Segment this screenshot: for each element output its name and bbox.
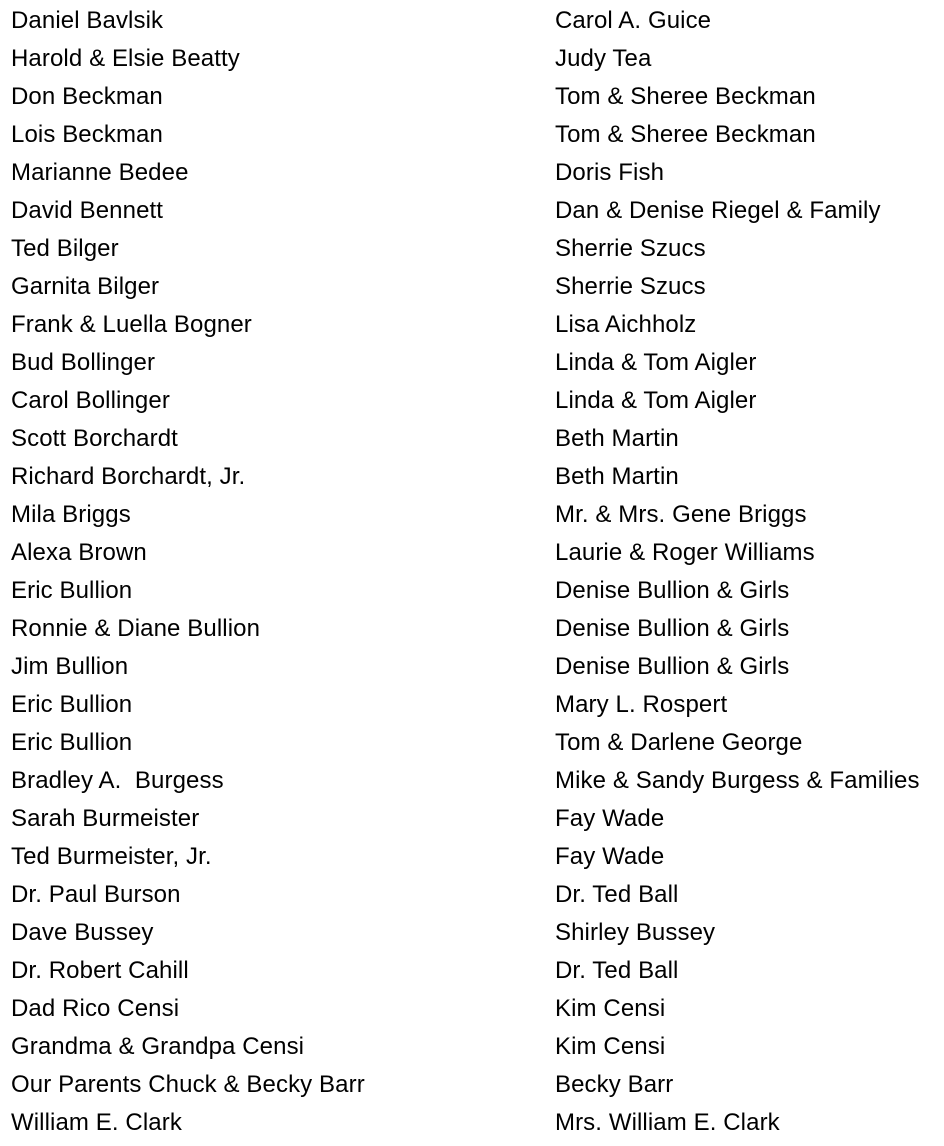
list-row [0,192,944,230]
right-name: Dr. Ted Ball [555,957,679,984]
name-list [0,2,944,1142]
right-name: Tom & Sheree Beckman [555,83,816,110]
right-name: Laurie & Roger Williams [555,539,815,566]
left-name: Eric Bullion [11,577,133,604]
left-name: Ted Burmeister, Jr. [11,843,212,870]
left-name: William E. Clark [11,1109,182,1136]
left-name: Alexa Brown [11,539,147,566]
right-name: Becky Barr [555,1071,674,1098]
right-name: Mr. & Mrs. Gene Briggs [555,501,807,528]
list-row [0,838,944,876]
left-name: Richard Borchardt, Jr. [11,463,246,490]
left-name: Dad Rico Censi [11,995,180,1022]
list-row [0,686,944,724]
list-row [0,154,944,192]
right-name: Judy Tea [555,45,652,72]
left-name: Eric Bullion [11,729,133,756]
list-row [0,2,944,40]
list-row [0,648,944,686]
list-row [0,1028,944,1066]
list-row [0,230,944,268]
left-name: Bradley A. Burgess [11,767,224,794]
list-row [0,534,944,572]
right-name: Mrs. William E. Clark [555,1109,780,1136]
list-row [0,724,944,762]
right-name: Mike & Sandy Burgess & Families [555,767,920,794]
right-name: Linda & Tom Aigler [555,349,757,376]
left-name: Harold & Elsie Beatty [11,45,240,72]
left-name: Daniel Bavlsik [11,7,164,34]
right-name: Tom & Sheree Beckman [555,121,816,148]
list-row [0,762,944,800]
right-name: Dan & Denise Riegel & Family [555,197,881,224]
left-name: Lois Beckman [11,121,163,148]
left-name: Dr. Robert Cahill [11,957,189,984]
left-name: Dave Bussey [11,919,154,946]
list-row [0,496,944,534]
left-name: Mila Briggs [11,501,131,528]
left-name: Bud Bollinger [11,349,156,376]
right-name: Tom & Darlene George [555,729,803,756]
list-row [0,1104,944,1142]
left-name: Scott Borchardt [11,425,178,452]
right-name: Beth Martin [555,463,679,490]
list-row [0,306,944,344]
right-name: Denise Bullion & Girls [555,615,790,642]
right-name: Carol A. Guice [555,7,712,34]
right-name: Linda & Tom Aigler [555,387,757,414]
left-name: Eric Bullion [11,691,133,718]
list-row [0,116,944,154]
right-name: Mary L. Rospert [555,691,728,718]
left-name: Frank & Luella Bogner [11,311,252,338]
list-row [0,990,944,1028]
left-name: Ronnie & Diane Bullion [11,615,261,642]
left-name: Don Beckman [11,83,163,110]
left-name: Ted Bilger [11,235,119,262]
left-name: Marianne Bedee [11,159,189,186]
right-name: Dr. Ted Ball [555,881,679,908]
left-name: David Bennett [11,197,164,224]
right-name: Denise Bullion & Girls [555,577,790,604]
right-name: Kim Censi [555,1033,666,1060]
list-row [0,78,944,116]
list-row [0,382,944,420]
right-name: Kim Censi [555,995,666,1022]
left-name: Jim Bullion [11,653,129,680]
right-name: Lisa Aichholz [555,311,697,338]
left-name: Sarah Burmeister [11,805,200,832]
list-row [0,40,944,78]
list-row [0,952,944,990]
list-row [0,610,944,648]
left-name: Grandma & Grandpa Censi [11,1033,305,1060]
list-row [0,914,944,952]
list-row [0,420,944,458]
right-name: Denise Bullion & Girls [555,653,790,680]
right-name: Fay Wade [555,805,665,832]
right-name: Fay Wade [555,843,665,870]
right-name: Beth Martin [555,425,679,452]
left-name: Dr. Paul Burson [11,881,181,908]
list-row [0,876,944,914]
left-name: Our Parents Chuck & Becky Barr [11,1071,365,1098]
list-row [0,268,944,306]
left-name: Garnita Bilger [11,273,160,300]
right-name: Doris Fish [555,159,665,186]
left-name: Carol Bollinger [11,387,170,414]
list-row [0,800,944,838]
right-name: Shirley Bussey [555,919,716,946]
right-name: Sherrie Szucs [555,273,706,300]
list-row [0,458,944,496]
list-row [0,1066,944,1104]
list-row [0,572,944,610]
right-name: Sherrie Szucs [555,235,706,262]
list-row [0,344,944,382]
